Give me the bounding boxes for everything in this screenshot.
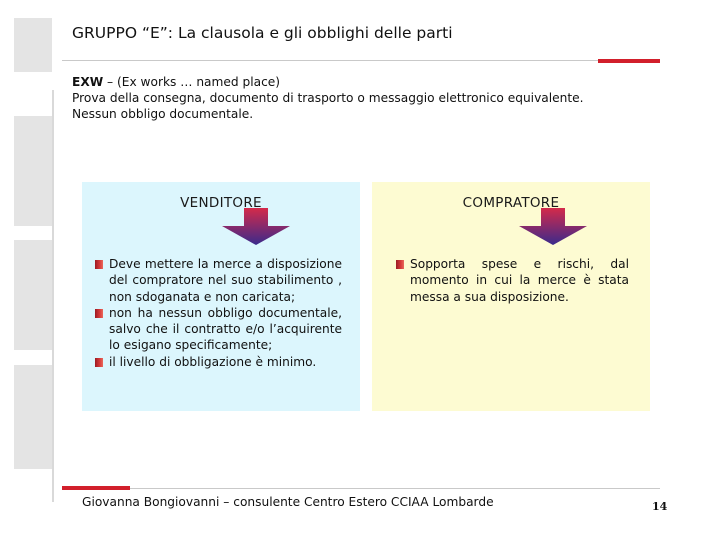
title-accent (598, 59, 660, 63)
list-item-text: Deve mettere la merce a disposizione del compratore nel suo stabilimento , non sdoganata e non caricata; (109, 257, 342, 304)
incoterm-name: – (Ex works … named place) (103, 75, 281, 89)
side-decor-block (14, 18, 52, 72)
footer-rule (62, 488, 660, 489)
slide-title: GRUPPO “E”: La clausola e gli obblighi delle parti (72, 24, 453, 42)
down-arrow-icon (517, 208, 589, 246)
buyer-obligations-list (410, 256, 629, 305)
list-item (109, 305, 342, 354)
side-decor-block (14, 116, 52, 226)
intro-text (72, 74, 584, 122)
seller-obligations-list (109, 256, 342, 370)
list-item-text: Sopporta spese e rischi, dal momento in cui la merce è stata messa a sua disposizione. (410, 257, 629, 304)
bullet-icon (95, 309, 103, 318)
footer-author: Giovanna Bongiovanni – consulente Centro Estero CCIAA Lombarde (82, 495, 494, 509)
intro-line-2: Prova della consegna, documento di trasporto o messaggio elettronico equivalente. (72, 91, 584, 105)
side-decor-block (14, 365, 52, 469)
intro-line-3: Nessun obbligo documentale. (72, 107, 254, 121)
buyer-panel (372, 182, 650, 411)
bullet-icon (95, 358, 103, 367)
page-number: 14 (652, 500, 668, 513)
side-divider (52, 90, 54, 502)
incoterm-code: EXW (72, 75, 104, 89)
intro-line-1 (72, 74, 584, 90)
buyer-heading: COMPRATORE (462, 195, 560, 211)
list-item (109, 256, 342, 305)
list-item (410, 256, 629, 305)
list-item-text: il livello di obbligazione è minimo. (109, 354, 317, 369)
seller-heading: VENDITORE (180, 195, 262, 211)
title-rule (62, 60, 660, 61)
down-arrow-icon (220, 208, 292, 246)
footer-accent (62, 486, 130, 490)
list-item (109, 354, 342, 370)
bullet-icon (396, 260, 404, 269)
list-item-text: non ha nessun obbligo documentale, salvo che il contratto e/o l’acquirente lo esigano specificamente; (109, 305, 342, 353)
seller-panel (82, 182, 360, 411)
side-decor-block (14, 240, 52, 350)
bullet-icon (95, 260, 103, 269)
